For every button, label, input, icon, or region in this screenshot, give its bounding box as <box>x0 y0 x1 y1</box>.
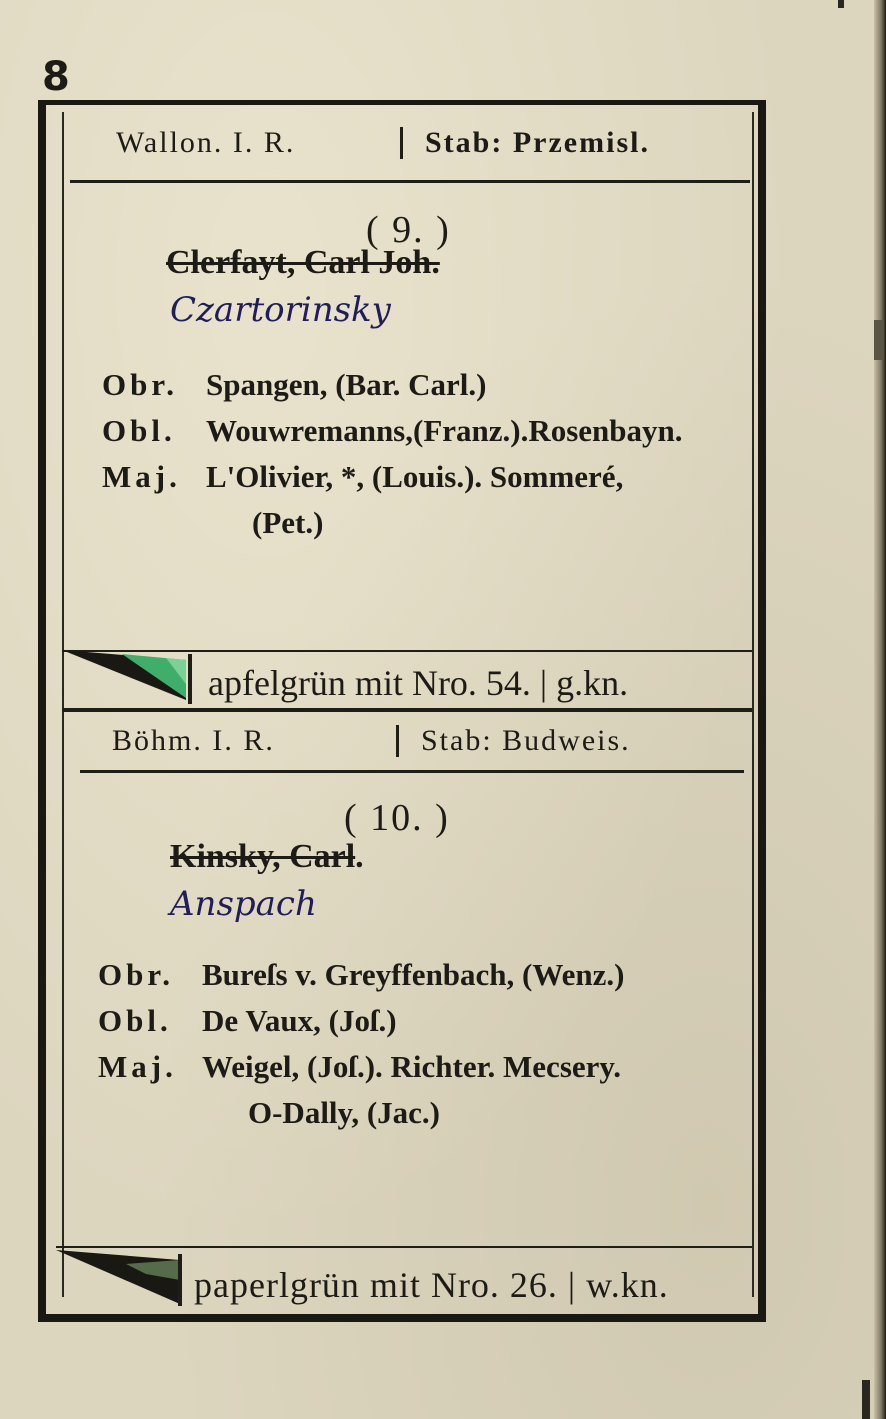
owner-name-handwritten: Anspach <box>170 884 317 924</box>
owner-name-struck: Clerfayt, Carl Joh. <box>166 244 440 281</box>
regiment-seat: Stab: Przemisl. <box>425 126 650 159</box>
page-number: 8 <box>42 54 70 100</box>
officer-names: (Pet.) <box>252 505 324 540</box>
regiment-title: Böhm. I. R. <box>112 724 275 757</box>
owner-name-struck: Kinsky, Carl <box>170 838 356 875</box>
regiment-seat: Stab: Budweis. <box>421 724 631 757</box>
owner-suffix: . <box>355 838 364 875</box>
officer-rank: Maj. <box>102 459 181 494</box>
owner-name-handwritten: Czartorinsky <box>170 290 391 330</box>
header-separator <box>396 725 399 757</box>
header-separator <box>400 127 403 159</box>
officer-roster <box>98 952 625 1136</box>
officer-row <box>98 998 625 1044</box>
officer-names: Bureſs v. Greyffenbach, (Wenz.) <box>202 957 625 992</box>
officer-row <box>98 952 625 998</box>
facing-description: paperlgrün mit Nro. 26. | w.kn. <box>194 1265 669 1305</box>
facing-description: apfelgrün mit Nro. 54. | g.kn. <box>208 663 629 703</box>
book-gutter <box>874 0 886 1419</box>
swatch-divider <box>178 1254 182 1306</box>
officer-names: L'Olivier, *, (Louis.). Sommeré, <box>206 459 624 494</box>
dark-green-swatch-icon <box>56 1244 186 1315</box>
section-rule <box>62 708 752 712</box>
regiment-header <box>112 724 631 758</box>
officer-rank: Maj. <box>98 1049 177 1084</box>
officer-roster <box>102 362 683 546</box>
regiment-number: ( 10. ) <box>344 797 450 839</box>
regiment-header <box>116 126 650 160</box>
officer-row <box>102 454 683 500</box>
officer-names: Weigel, (Joſ.). Richter. Mecsery. <box>202 1049 621 1084</box>
gutter-mark <box>874 320 884 360</box>
officer-rank: Obr. <box>102 367 179 402</box>
officer-row-continuation <box>98 1090 625 1136</box>
officer-names: De Vaux, (Joſ.) <box>202 1003 397 1038</box>
green-swatch-icon <box>62 644 192 709</box>
inner-rule-right <box>752 112 754 1297</box>
regiment-number: ( 9. ) <box>366 209 451 251</box>
header-rule <box>70 180 750 183</box>
edge-mark-top <box>838 0 844 8</box>
officer-names: Spangen, (Bar. Carl.) <box>206 367 487 402</box>
regiment-title: Wallon. I. R. <box>116 126 296 159</box>
officer-row <box>102 408 683 454</box>
header-rule <box>80 770 744 773</box>
officer-rank: Obl. <box>98 1003 172 1038</box>
officer-row-continuation <box>102 500 683 546</box>
swatch-divider <box>188 654 192 704</box>
officer-row <box>98 1044 625 1090</box>
officer-rank: Obl. <box>102 413 176 448</box>
owner-line <box>170 838 364 876</box>
officer-rank: Obr. <box>98 957 175 992</box>
officer-names: O-Dally, (Jac.) <box>248 1095 440 1130</box>
edge-mark-bottom <box>862 1380 870 1419</box>
officer-row <box>102 362 683 408</box>
officer-names: Wouwremanns,(Franz.).Rosenbayn. <box>206 413 683 448</box>
